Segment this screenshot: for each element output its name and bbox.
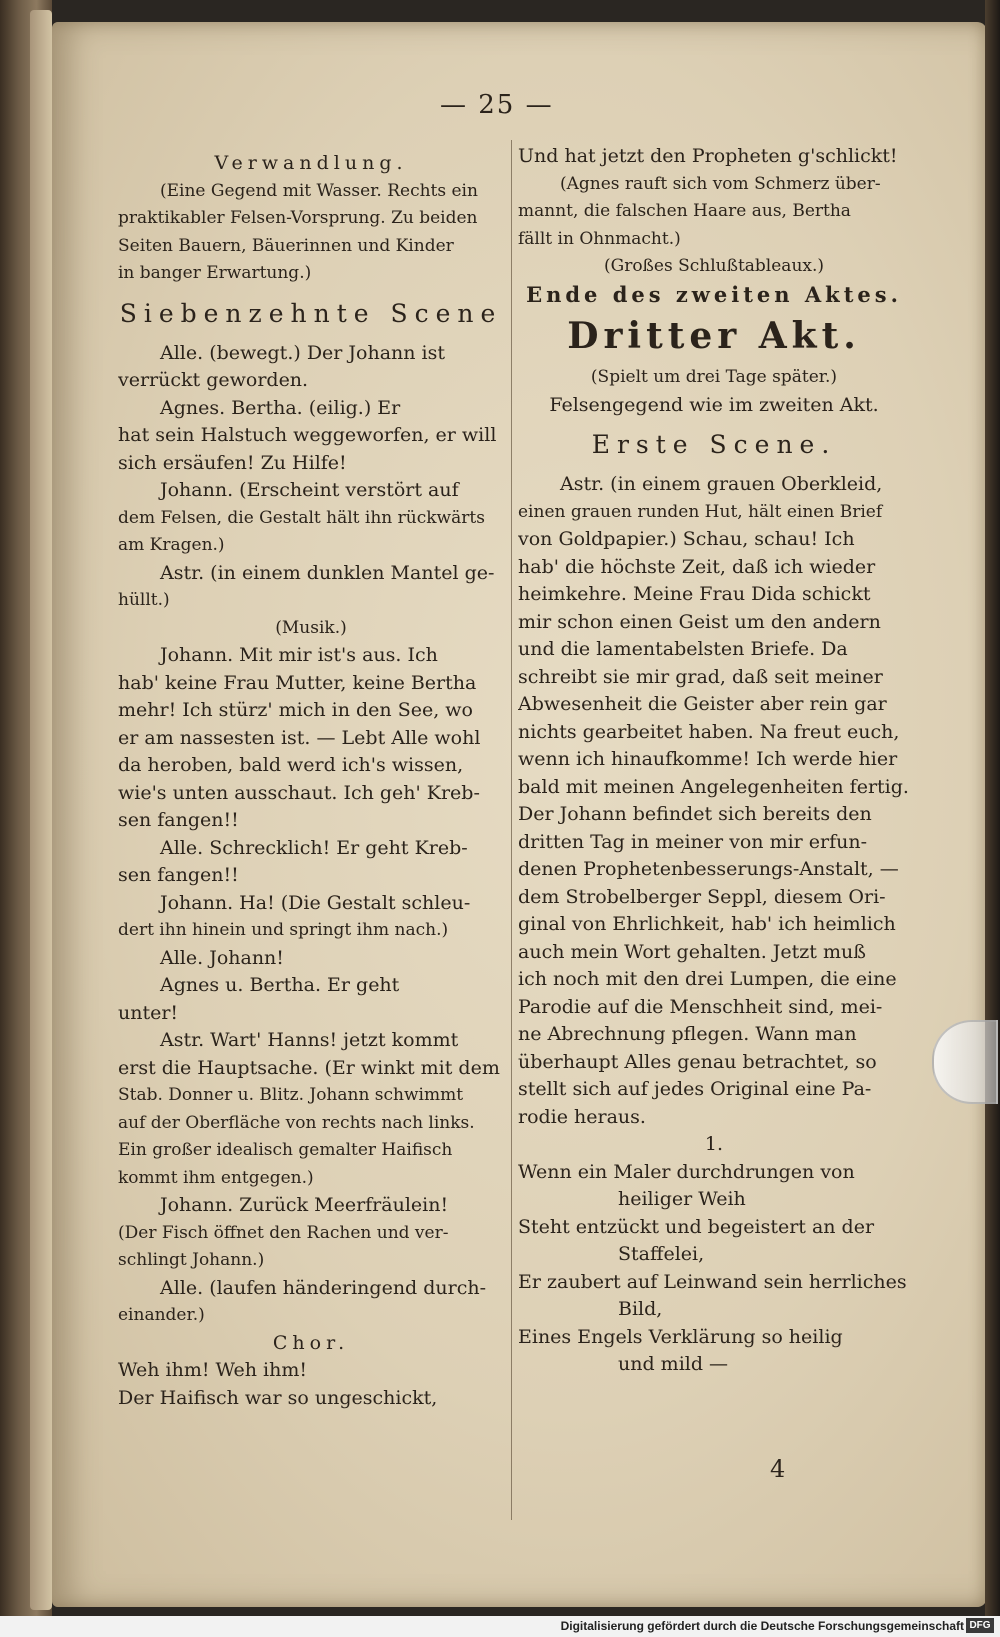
text-line: Dritter Akt. [567, 315, 861, 357]
sheet-signature-mark: 4 [770, 1455, 786, 1483]
text-line: kommt ihm entgegen.) [118, 1167, 314, 1188]
text-line: überhaupt Alles genau betrachtet, so [518, 1050, 877, 1073]
text-line: wenn ich hinaufkomme! Ich werde hier [518, 748, 898, 770]
text-line: Eines Engels Verklärung so heilig [518, 1325, 843, 1348]
text-line: mannt, die falschen Haare aus, Bertha [518, 201, 851, 221]
text-line: Abwesenheit die Geister aber rein gar [518, 693, 887, 715]
text-line: Alle. (bewegt.) Der Johann ist [160, 341, 446, 364]
text-line: ne Abrechnung pflegen. Wann man [518, 1023, 857, 1045]
text-line: hab' keine Frau Mutter, keine Bertha [118, 671, 477, 694]
text-line: Astr. Wart' Hanns! jetzt kommt [160, 1029, 459, 1051]
text-line: Alle. Schrecklich! Er geht Kreb- [160, 836, 468, 859]
text-line: heiliger Weih [618, 1188, 746, 1210]
text-line: (Spielt um drei Tage später.) [590, 367, 838, 387]
text-line: Felsengegend wie im zweiten Akt. [549, 393, 879, 416]
text-line: Johann. (Erscheint verstört auf [160, 479, 459, 501]
text-line: Agnes. Bertha. (eilig.) Er [160, 396, 401, 419]
page-clip [932, 1020, 998, 1104]
text-line: (Der Fisch öffnet den Rachen und ver- [118, 1222, 449, 1243]
text-line: Astr. (in einem grauen Oberkleid, [560, 473, 883, 495]
text-line: Chor. [272, 1331, 350, 1354]
text-line: 1. [704, 1133, 724, 1155]
text-line: Erste Scene. [591, 430, 837, 459]
text-line: Alle. Johann! [160, 946, 284, 969]
text-line: Weh ihm! Weh ihm! [118, 1359, 307, 1381]
text-line: stellt sich auf jedes Original eine Pa- [518, 1078, 872, 1100]
text-line: Bild, [618, 1298, 663, 1320]
footer-credit: Digitalisierung gefördert durch die Deutsche Forschungsgemeinschaft [560, 1619, 964, 1633]
text-line: schreibt sie mir grad, daß seit meiner [518, 665, 883, 688]
text-line: heimkehre. Meine Frau Dida schickt [518, 583, 871, 605]
text-line: Und hat jetzt den Propheten g'schlickt! [518, 145, 898, 167]
text-line: Wenn ein Maler durchdrungen von [518, 1160, 855, 1183]
text-line: unter! [118, 1001, 179, 1024]
text-line: dritten Tag in meiner von mir erfun- [518, 830, 868, 853]
book-right-edge [985, 0, 1000, 1637]
text-line: Stab. Donner u. Blitz. Johann schwimmt [118, 1085, 464, 1105]
text-line: (Großes Schlußtableaux.) [603, 256, 825, 276]
text-line: er am nassesten ist. — Lebt Alle wohl [118, 726, 481, 749]
text-line: schlingt Johann.) [118, 1250, 265, 1270]
text-line: sich ersäufen! Zu Hilfe! [118, 451, 347, 474]
text-line: Johann. Mit mir ist's aus. Ich [160, 644, 438, 666]
text-line: wie's unten ausschaut. Ich geh' Kreb- [118, 781, 480, 804]
text-line: (Agnes rauft sich vom Schmerz über- [560, 173, 881, 194]
text-line: ginal von Ehrlichkeit, hab' ich heimlich [518, 913, 896, 935]
text-line: einen grauen runden Hut, hält einen Brief [518, 501, 883, 522]
text-line: Steht entzückt und begeistert an der [518, 1215, 875, 1238]
text-line: und die lamentabelsten Briefe. Da [518, 638, 848, 660]
left-text-column [118, 150, 504, 1412]
text-line: Der Johann befindet sich bereits den [518, 803, 872, 825]
text-line: mir schon einen Geist um den andern [518, 610, 881, 633]
text-line: da heroben, bald werd ich's wissen, [118, 754, 464, 776]
column-divider [511, 140, 512, 1520]
right-text-column [518, 143, 910, 1379]
text-line: erst die Hauptsache. (Er winkt mit dem [118, 1056, 500, 1079]
text-line: und mild — [618, 1353, 729, 1375]
text-line: mehr! Ich stürz' mich in den See, wo [118, 699, 473, 721]
text-line: Ein großer idealisch gemalter Haifisch [118, 1140, 453, 1160]
text-line: dem Strobelberger Seppl, diesem Ori- [518, 885, 886, 908]
text-line: Johann. Zurück Meerfräulein! [160, 1194, 449, 1216]
text-line: in banger Erwartung.) [118, 263, 312, 283]
text-line: Ende des zweiten Aktes. [526, 281, 902, 307]
text-line: (Musik.) [275, 617, 347, 638]
text-line: verrückt geworden. [118, 369, 309, 391]
previous-page-strip [30, 10, 52, 1610]
text-line: Johann. Ha! (Die Gestalt schleu- [160, 891, 471, 914]
text-line: hüllt.) [118, 590, 170, 610]
text-line: Siebenzehnte Scene [119, 298, 503, 328]
text-line: Seiten Bauern, Bäuerinnen und Kinder [118, 235, 454, 256]
text-line: denen Prophetenbesserungs-Anstalt, — [518, 858, 899, 880]
text-line: rodie heraus. [518, 1105, 646, 1128]
text-line: Der Haifisch war so ungeschickt, [118, 1386, 438, 1409]
text-line: sen fangen!! [118, 809, 239, 831]
text-line: Alle. (laufen händeringend durch- [160, 1276, 487, 1299]
text-line: ich noch mit den drei Lumpen, die eine [518, 968, 897, 990]
text-line: Parodie auf die Menschheit sind, mei- [518, 995, 883, 1018]
text-line: Astr. (in einem dunklen Mantel ge- [160, 561, 495, 584]
dfg-logo: DFG [966, 1618, 994, 1633]
text-line: Agnes u. Bertha. Er geht [160, 974, 400, 996]
text-line: auf der Oberfläche von rechts nach links. [118, 1112, 475, 1133]
text-line: praktikabler Felsen-Vorsprung. Zu beiden [118, 208, 478, 228]
text-line: hat sein Halstuch weggeworfen, er will [118, 424, 497, 446]
text-line: dem Felsen, die Gestalt hält ihn rückwärts [118, 507, 485, 528]
text-line: dert ihn hinein und springt ihm nach.) [118, 920, 449, 940]
text-line: Staffelei, [618, 1243, 705, 1265]
text-line: bald mit meinen Angelegenheiten fertig. [518, 775, 909, 798]
text-line: fällt in Ohnmacht.) [518, 228, 681, 249]
text-line: sen fangen!! [118, 864, 239, 886]
text-line: hab' die höchste Zeit, daß ich wieder [518, 555, 876, 578]
text-line: von Goldpapier.) Schau, schau! Ich [518, 528, 855, 550]
text-line: Verwandlung. [214, 152, 408, 174]
text-line: auch mein Wort gehalten. Jetzt muß [518, 940, 866, 963]
text-line: am Kragen.) [118, 535, 225, 555]
text-line: nichts gearbeitet haben. Na freut euch, [518, 720, 900, 743]
text-line: (Eine Gegend mit Wasser. Rechts ein [160, 180, 478, 201]
page-number: — 25 — [440, 90, 554, 120]
text-line: Er zaubert auf Leinwand sein herrliches [518, 1270, 907, 1293]
text-line: einander.) [118, 1305, 205, 1325]
